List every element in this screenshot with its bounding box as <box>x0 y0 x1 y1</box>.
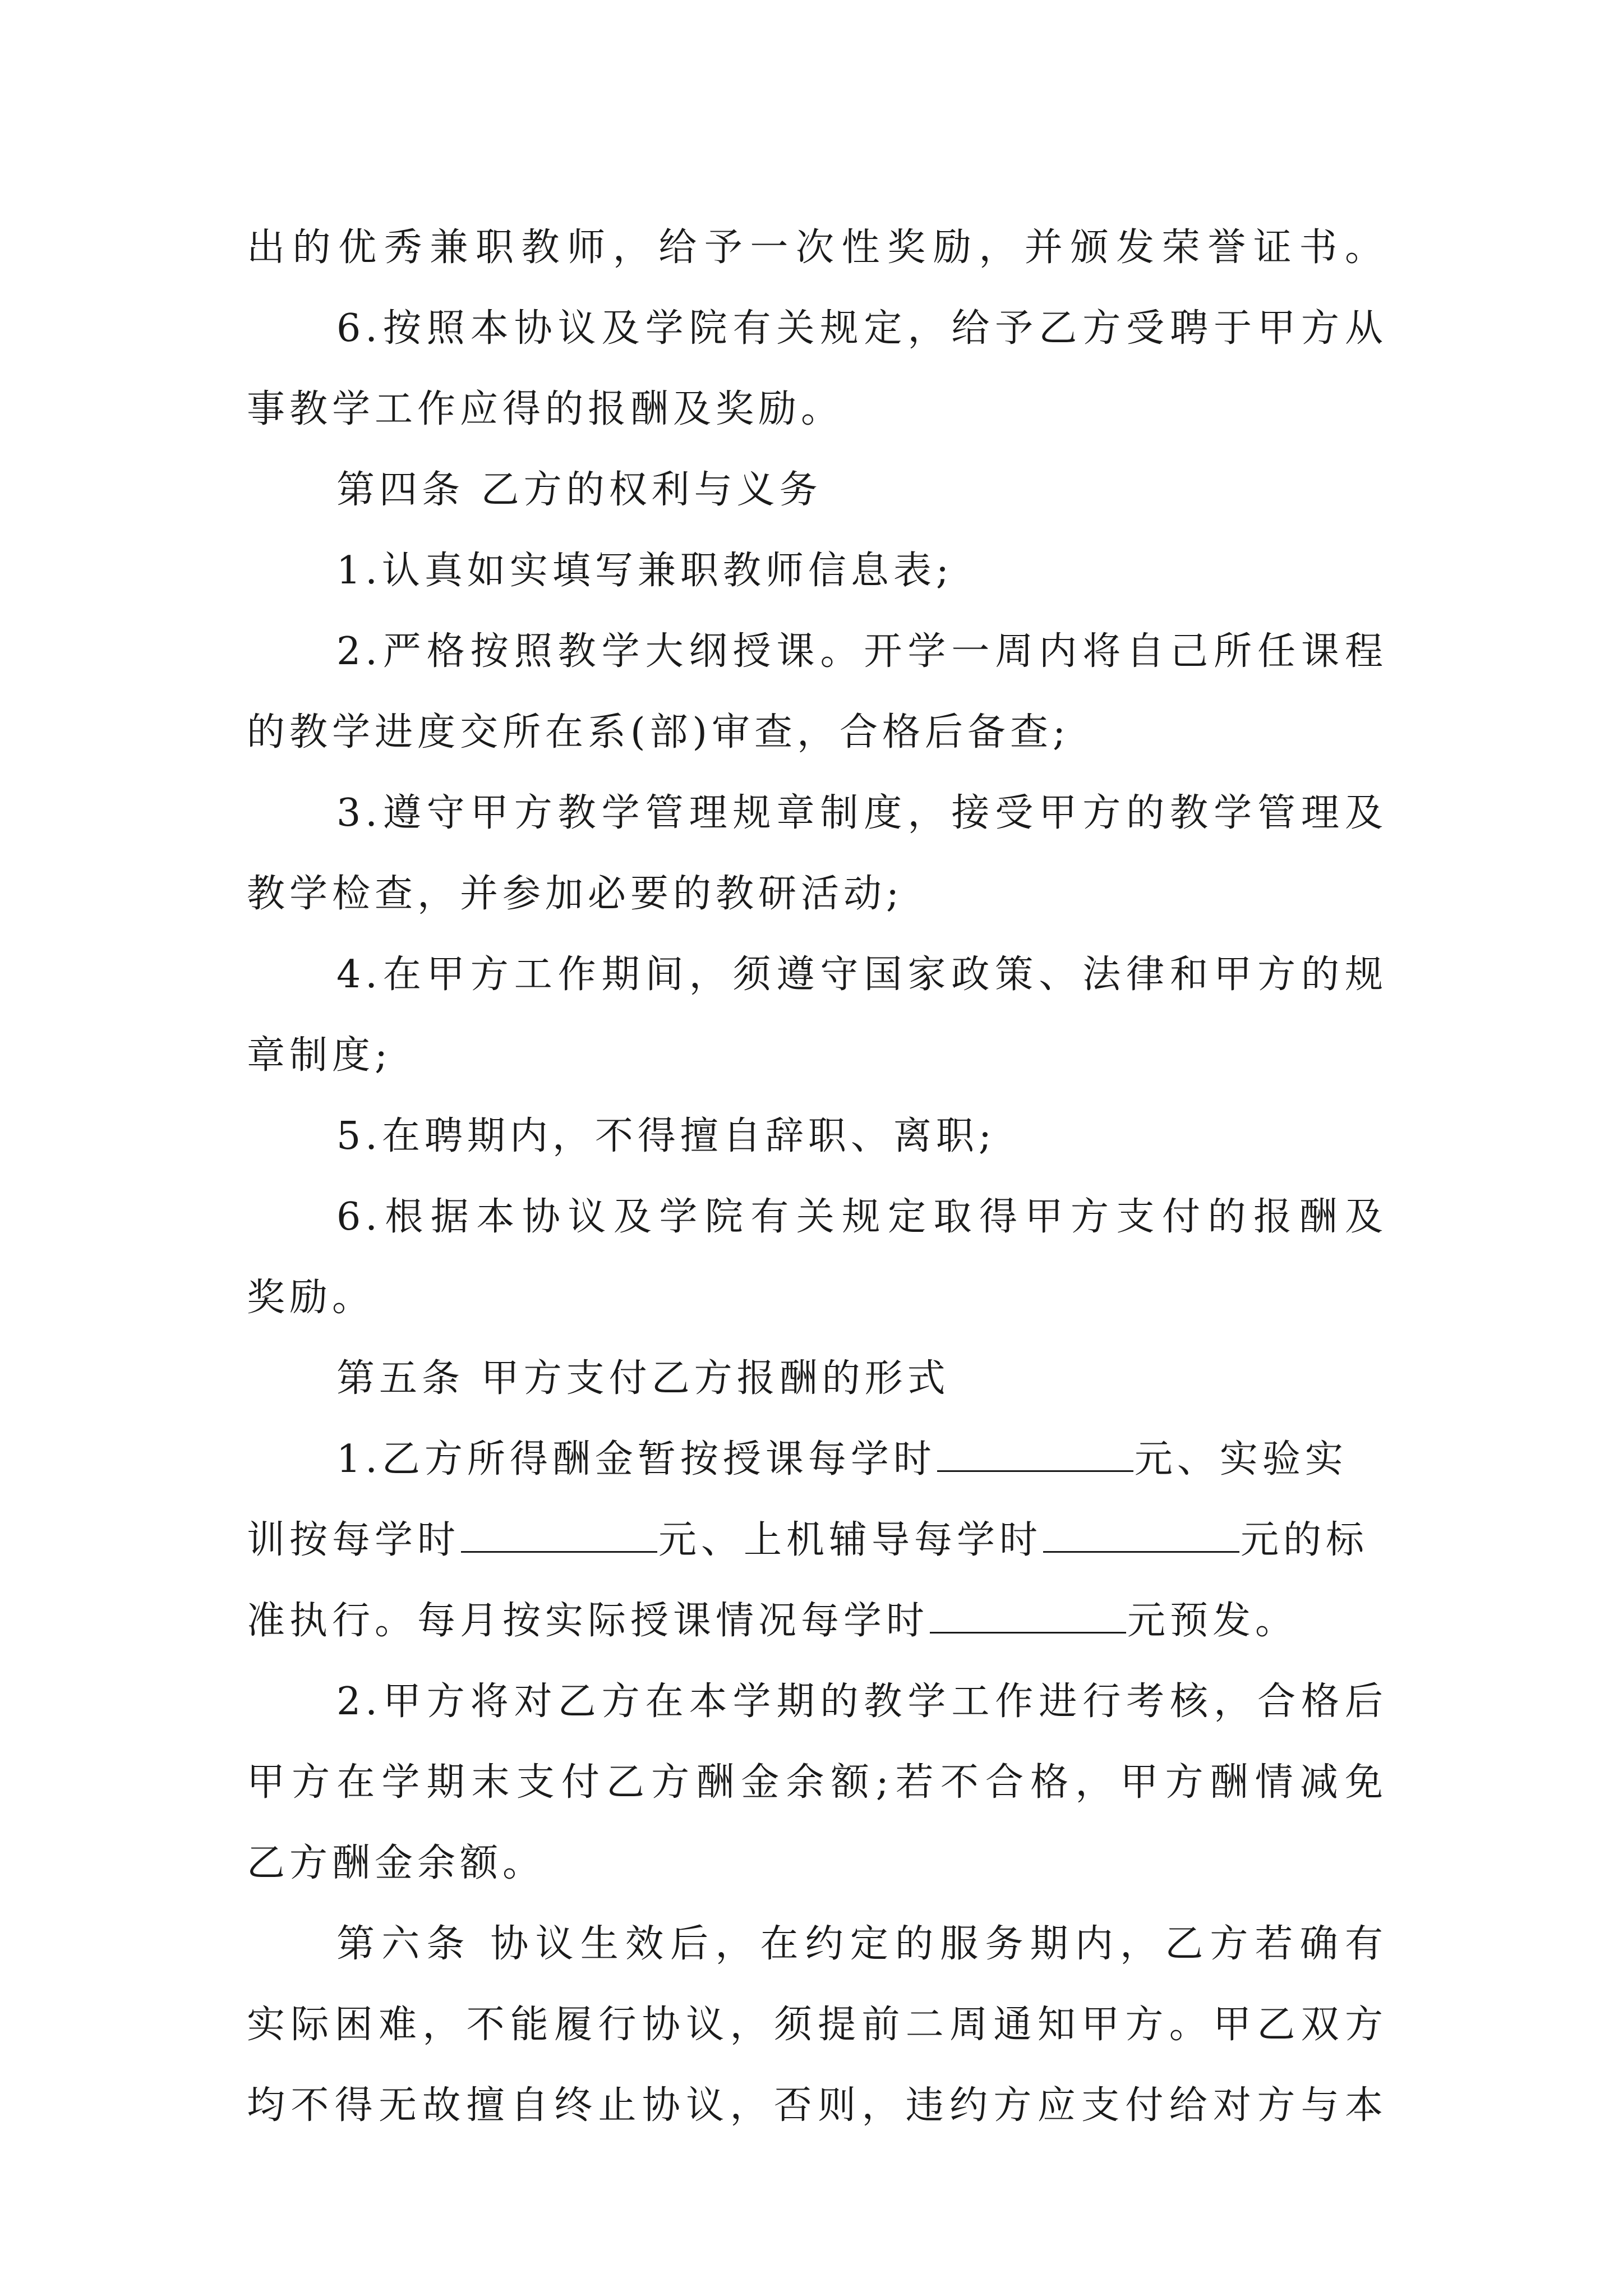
text-segment: 元、上机辅导每学时 <box>658 1518 1043 1562</box>
text-line: 2.甲方将对乙方在本学期的教学工作进行考核，合格后 <box>336 1680 1387 1724</box>
text-line: 2.严格按照教学大纲授课。开学一周内将自己所任课程 <box>336 629 1387 674</box>
text-line: 5.在聘期内，不得擅自辞职、离职; <box>336 1114 996 1158</box>
section-heading: 第五条 甲方支付乙方报酬的形式 <box>336 1356 950 1401</box>
text-line: 6.按照本协议及学院有关规定，给予乙方受聘于甲方从 <box>336 306 1387 351</box>
text-segment: 元预发。 <box>1127 1599 1298 1643</box>
fill-in-blank[interactable] <box>461 1512 657 1553</box>
fill-in-blank[interactable] <box>1043 1512 1239 1553</box>
text-line: 3.遵守甲方教学管理规章制度，接受甲方的教学管理及 <box>336 791 1387 835</box>
document-body <box>247 208 1387 2146</box>
text-line: 1.认真如实填写兼职教师信息表; <box>336 549 953 593</box>
text-line: 的教学进度交所在系(部)审查，合格后备查; <box>247 710 1070 754</box>
text-line: 6.根据本协议及学院有关规定取得甲方支付的报酬及 <box>336 1195 1387 1239</box>
text-segment: 元的标 <box>1241 1518 1369 1562</box>
text-line: 出的优秀兼职教师，给予一次性奖励，并颁发荣誉证书。 <box>247 226 1387 270</box>
text-line: 教学检查，并参加必要的教研活动; <box>247 872 903 916</box>
text-line <box>247 1581 1387 1662</box>
text-line <box>247 1419 1387 1500</box>
text-line: 章制度; <box>247 1033 392 1078</box>
text-segment: 1.乙方所得酬金暂按授课每学时 <box>336 1437 936 1481</box>
fill-in-blank[interactable] <box>930 1593 1126 1634</box>
text-line: 奖励。 <box>247 1276 375 1320</box>
text-line: 实际困难，不能履行协议，须提前二周通知甲方。甲乙双方 <box>247 2003 1387 2047</box>
text-line: 均不得无故擅自终止协议，否则，违约方应支付给对方与本 <box>247 2083 1387 2128</box>
text-line: 甲方在学期末支付乙方酬金余额;若不合格，甲方酬情减免 <box>247 1760 1387 1805</box>
text-segment: 元、实验实 <box>1134 1437 1348 1481</box>
text-line: 4.在甲方工作期间，须遵守国家政策、法律和甲方的规 <box>336 953 1387 997</box>
text-line: 事教学工作应得的报酬及奖励。 <box>247 387 844 431</box>
text-segment: 准执行。每月按实际授课情况每学时 <box>247 1599 929 1643</box>
fill-in-blank[interactable] <box>937 1431 1133 1472</box>
text-line <box>247 1500 1387 1581</box>
text-segment: 训按每学时 <box>247 1518 460 1562</box>
text-line: 第六条 协议生效后，在约定的服务期内，乙方若确有 <box>336 1922 1387 1966</box>
section-heading: 第四条 乙方的权利与义务 <box>336 468 822 512</box>
text-line: 乙方酬金余额。 <box>247 1841 546 1885</box>
